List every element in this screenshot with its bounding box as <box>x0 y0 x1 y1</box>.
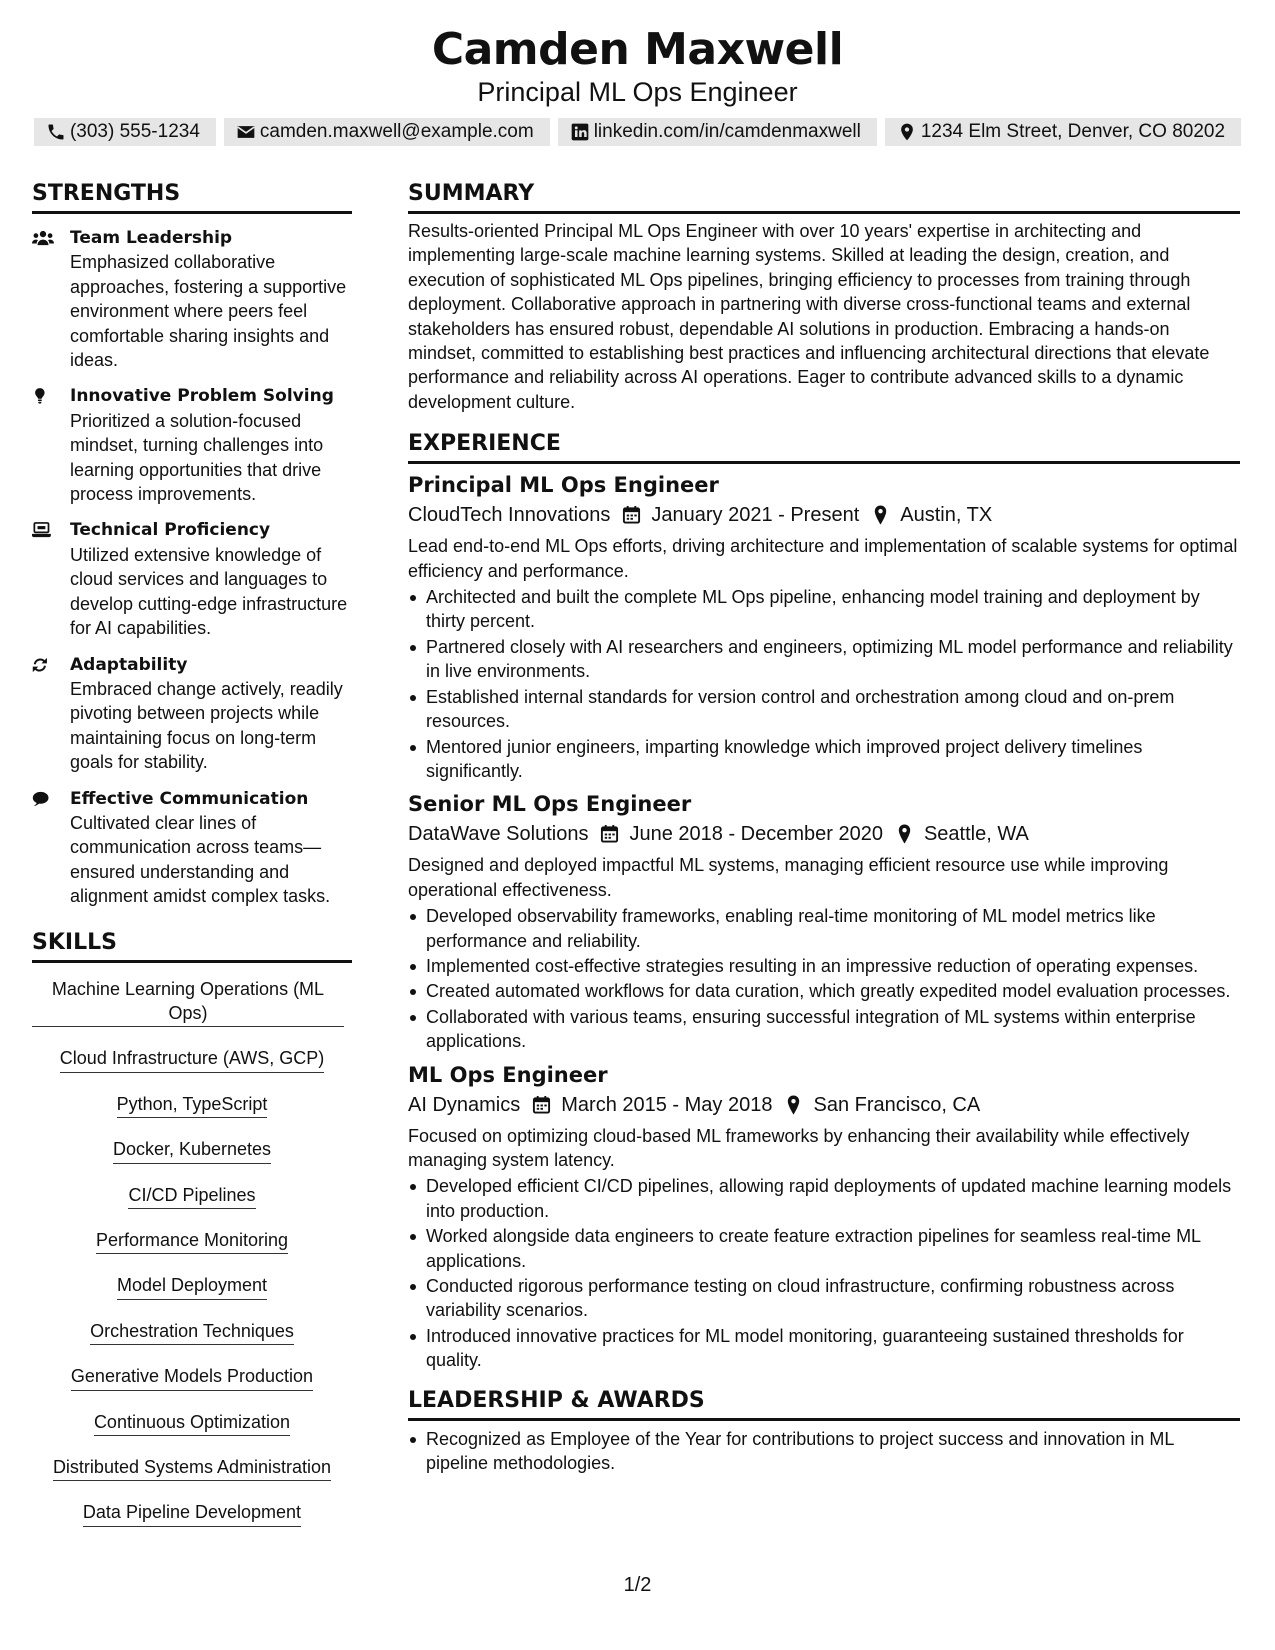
strength-name: Technical Proficiency <box>70 520 271 541</box>
map-marker-icon <box>784 1095 803 1115</box>
map-marker-icon <box>871 505 890 525</box>
experience-heading: EXPERIENCE <box>408 428 1240 464</box>
job-bullets <box>408 1174 1240 1372</box>
phone-icon <box>46 122 66 142</box>
job-title: Senior ML Ops Engineer <box>408 792 692 817</box>
job-entry <box>408 789 1240 1053</box>
contact-address <box>885 118 1241 146</box>
job-description: Designed and deployed impactful ML systems, managing efficient resource use while improving operational effectiveness. <box>408 855 1169 900</box>
strength-name: Innovative Problem Solving <box>70 386 334 407</box>
strength-name: Adaptability <box>70 654 188 675</box>
bullet-item: Worked alongside data engineers to create feature extraction pipelines for seamless real-time ML applications. <box>408 1224 1240 1273</box>
job-bullets <box>408 904 1240 1053</box>
skills-list <box>32 977 352 1527</box>
strength-item <box>32 518 352 640</box>
skill-item: CI/CD Pipelines <box>32 1183 352 1209</box>
strength-desc: Utilized extensive knowledge of cloud services and languages to develop cutting-edge infrastructure for AI capabilities. <box>70 544 348 639</box>
job-description: Focused on optimizing cloud-based ML frameworks by enhancing their availability while effectively managing system latency. <box>408 1125 1190 1170</box>
skill-item: Continuous Optimization <box>32 1410 352 1436</box>
bullet-item: Architected and built the complete ML Ops pipeline, enhancing model training and deployment by thirty percent. <box>408 585 1240 634</box>
users-icon <box>32 228 54 248</box>
skill-item: Docker, Kubernetes <box>32 1137 352 1163</box>
bullet-item: Mentored junior engineers, imparting knowledge which improved project delivery timelines significantly. <box>408 735 1240 784</box>
strength-desc: Embraced change actively, readily pivoting between projects while maintaining focus on long-term goals for stability. <box>70 678 343 773</box>
sync-icon <box>32 655 54 675</box>
strength-name: Team Leadership <box>70 228 233 248</box>
bullet-item: Collaborated with various teams, ensuring successful integration of ML systems within enterprise applications. <box>408 1005 1240 1054</box>
contact-email[interactable] <box>224 118 550 146</box>
resume-header <box>0 0 1275 146</box>
contact-bar <box>0 118 1275 146</box>
job-meta <box>408 1090 1240 1120</box>
leadership-bullets <box>408 1427 1240 1476</box>
email-text: camden.maxwell@example.com <box>259 121 534 142</box>
skill-item: Data Pipeline Development <box>32 1500 352 1526</box>
map-marker-icon <box>895 824 914 844</box>
job-company: DataWave Solutions <box>408 823 589 846</box>
page-number: 1/2 <box>623 1574 652 1596</box>
strength-desc: Emphasized collaborative approaches, fostering a supportive environment where peers feel comfortable sharing insights and ideas. <box>70 252 347 371</box>
contact-linkedin[interactable] <box>558 118 877 146</box>
phone-text: (303) 555-1234 <box>69 121 200 142</box>
bullet-item: Conducted rigorous performance testing on cloud infrastructure, confirming robustness across variability scenarios. <box>408 1274 1240 1323</box>
skill-item: Cloud Infrastructure (AWS, GCP) <box>32 1046 352 1072</box>
job-entry <box>408 1060 1240 1373</box>
job-title: Principal ML Ops Engineer <box>408 473 719 498</box>
job-dates: January 2021 - Present <box>651 504 860 527</box>
job-location: San Francisco, CA <box>813 1093 981 1116</box>
skill-item: Orchestration Techniques <box>32 1319 352 1345</box>
skill-item: Generative Models Production <box>32 1364 352 1390</box>
skill-item: Model Deployment <box>32 1273 352 1299</box>
linkedin-icon <box>570 122 590 142</box>
strength-desc: Cultivated clear lines of communication across teams—ensured understanding and alignment amidst complex tasks. <box>70 812 331 907</box>
strength-item <box>32 787 352 909</box>
bullet-item: Implemented cost-effective strategies resulting in an impressive reduction of operating expenses. <box>408 954 1240 978</box>
skill-item: Machine Learning Operations (ML Ops) <box>32 977 352 1028</box>
bullet-item: Established internal standards for version control and orchestration among cloud and on-prem resources. <box>408 685 1240 734</box>
bullet-item: Created automated workflows for data curation, which greatly expedited model evaluation processes. <box>408 979 1240 1003</box>
job-dates: March 2015 - May 2018 <box>561 1093 773 1116</box>
job-company: AI Dynamics <box>408 1093 521 1116</box>
strength-item <box>32 384 352 506</box>
bullet-item: Developed efficient CI/CD pipelines, allowing rapid deployments of updated machine learning models into production. <box>408 1174 1240 1223</box>
skills-heading: SKILLS <box>32 927 352 963</box>
map-marker-icon <box>897 122 917 142</box>
calendar-icon <box>600 824 619 844</box>
strength-name: Effective Communication <box>70 788 309 809</box>
skill-item: Python, TypeScript <box>32 1092 352 1118</box>
right-column <box>408 178 1240 1476</box>
linkedin-text: linkedin.com/in/camdenmaxwell <box>593 121 861 142</box>
left-column <box>32 178 352 1546</box>
job-dates: June 2018 - December 2020 <box>629 823 883 846</box>
candidate-name: Camden Maxwell <box>431 24 844 75</box>
strength-item <box>32 226 352 372</box>
address-text: 1234 Elm Street, Denver, CO 80202 <box>920 121 1226 142</box>
comment-icon <box>32 789 54 809</box>
strength-desc: Prioritized a solution-focused mindset, turning challenges into learning opportunities that drive process improvements. <box>70 410 324 505</box>
strengths-heading: STRENGTHS <box>32 178 352 214</box>
job-entry <box>408 470 1240 783</box>
job-location: Seattle, WA <box>923 823 1029 846</box>
contact-phone[interactable] <box>34 118 216 146</box>
laptop-icon <box>32 520 54 540</box>
job-description: Lead end-to-end ML Ops efforts, driving architecture and implementation of scalable systems for optimal efficiency and performance. <box>408 536 1238 581</box>
leadership-heading: LEADERSHIP & AWARDS <box>408 1385 1240 1421</box>
bullet-item: Partnered closely with AI researchers and engineers, optimizing ML model performance and reliability in live environments. <box>408 635 1240 684</box>
lightbulb-icon <box>32 386 54 406</box>
job-bullets <box>408 585 1240 783</box>
job-location: Austin, TX <box>900 504 993 527</box>
calendar-icon <box>622 505 641 525</box>
envelope-icon <box>236 122 256 142</box>
skill-item: Performance Monitoring <box>32 1228 352 1254</box>
job-meta <box>408 819 1240 849</box>
summary-text: Results-oriented Principal ML Ops Engineer with over 10 years' expertise in architecting and implementing large-scale machine learning systems. Skilled at leading the design, creation, and execution of sophisticated ML Ops pipelines, bringing efficiency to processes from training through deployment. Collaborative approach in partnering with diverse cross-functional teams and external stakeholders has ensured robust, dependable AI solutions in production. Embracing a hands-on mindset, committed to establishing best practices and influencing architectural directions that elevate performance and reliability across AI operations. Eager to contribute advanced skills to a dynamic development culture. <box>408 221 1210 412</box>
bullet-item: Developed observability frameworks, enabling real-time monitoring of ML model metrics like performance and reliability. <box>408 904 1240 953</box>
summary-heading: SUMMARY <box>408 178 1240 214</box>
bullet-item: Introduced innovative practices for ML model monitoring, guaranteeing sustained thresholds for quality. <box>408 1324 1240 1373</box>
job-title: ML Ops Engineer <box>408 1062 608 1087</box>
candidate-title: Principal ML Ops Engineer <box>477 77 798 107</box>
skill-item: Distributed Systems Administration <box>32 1455 352 1481</box>
job-company: CloudTech Innovations <box>408 504 611 527</box>
job-meta <box>408 500 1240 530</box>
strength-item <box>32 653 352 775</box>
calendar-icon <box>532 1095 551 1115</box>
bullet-item: Recognized as Employee of the Year for contributions to project success and innovation in ML pipeline methodologies. <box>408 1427 1240 1476</box>
